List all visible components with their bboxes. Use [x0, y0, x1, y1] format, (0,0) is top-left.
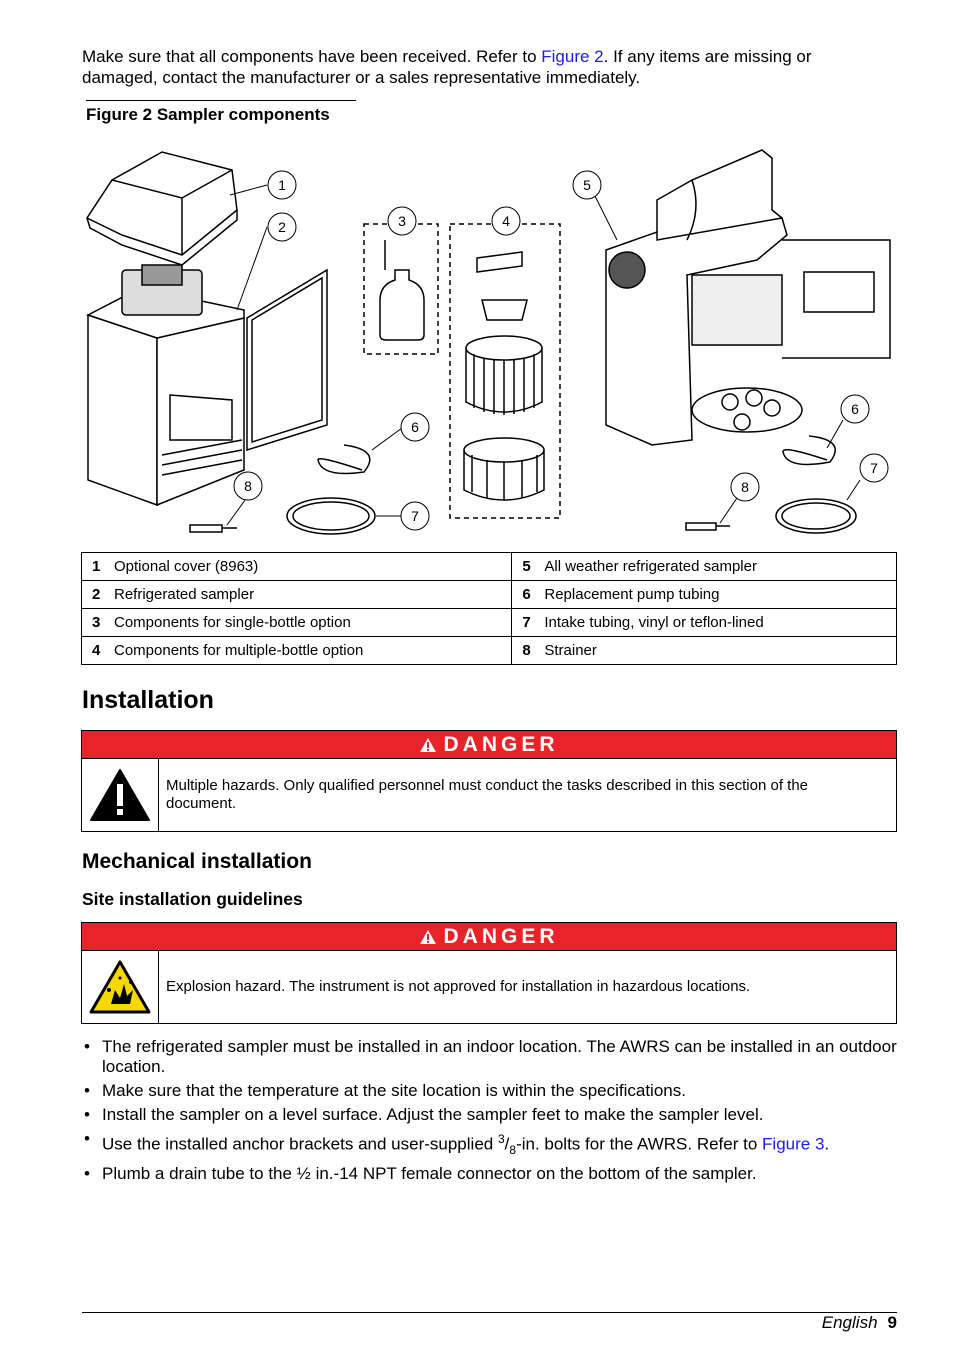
table-row: 4 Components for multiple-bottle option 8 Strainer [82, 637, 897, 665]
page-footer [822, 1313, 897, 1333]
callout-6-right [841, 395, 869, 423]
danger-header: DANGER [82, 731, 896, 759]
callout-6-left [401, 413, 429, 441]
svg-text:8: 8 [244, 478, 252, 494]
callout-7-left [401, 502, 429, 530]
list-item: • Install the sampler on a level surface. Adjust the sampler feet to make the sampler level. [82, 1105, 897, 1125]
danger-header: DANGER [82, 923, 896, 951]
multiple-bottle-drawing [450, 224, 560, 518]
footer-language: English [821, 1313, 878, 1332]
refrigerated-sampler-drawing [87, 152, 327, 505]
svg-text:3: 3 [398, 213, 406, 229]
callout-7-right [860, 454, 888, 482]
warning-triangle-icon [419, 737, 437, 753]
svg-text:7: 7 [411, 508, 419, 524]
table-row: 2 Refrigerated sampler 6 Replacement pump tubing [82, 581, 897, 609]
figure-3-link[interactable]: Figure 3 [762, 1134, 825, 1154]
danger-box-multiple-hazards [81, 730, 897, 832]
callout-1 [268, 171, 296, 199]
table-row: 3 Components for single-bottle option 7 Intake tubing, vinyl or teflon-lined [82, 609, 897, 637]
single-bottle-drawing [364, 224, 438, 354]
svg-text:6: 6 [851, 401, 859, 417]
figure-caption: Figure 2 Sampler components [86, 100, 356, 125]
figure-2-link[interactable]: Figure 2 [541, 47, 604, 66]
installation-heading: Installation [82, 686, 214, 714]
page-number: 9 [887, 1313, 897, 1332]
svg-text:1: 1 [278, 177, 286, 193]
footer-rule [82, 1312, 897, 1313]
danger-text: Multiple hazards. Only qualified personnel must conduct the tasks described in this section of the document. [166, 777, 809, 812]
callout-8-left [234, 472, 262, 500]
intro-paragraph: Make sure that all components have been received. Refer to Figure 2. If any items are missing or damaged, contact the manufacturer or a sales representative immediately. [82, 47, 812, 87]
svg-text:6: 6 [411, 419, 419, 435]
list-item: • Make sure that the temperature at the site location is within the specifications. [82, 1081, 897, 1101]
callout-3 [388, 207, 416, 235]
site-installation-heading: Site installation guidelines [82, 889, 303, 909]
sampler-components-illustration [82, 140, 898, 540]
svg-text:2: 2 [278, 219, 286, 235]
svg-text:7: 7 [870, 460, 878, 476]
callout-8-right [731, 473, 759, 501]
list-item: • The refrigerated sampler must be installed in an indoor location. The AWRS can be installed in an outdoor location. [82, 1037, 897, 1077]
danger-box-explosion [81, 922, 897, 1024]
callout-5 [573, 171, 601, 199]
svg-text:4: 4 [502, 213, 510, 229]
callout-2 [268, 213, 296, 241]
list-item: • Plumb a drain tube to the ½ in.-14 NPT female connector on the bottom of the sampler. [82, 1164, 897, 1184]
mechanical-installation-heading: Mechanical installation [82, 850, 312, 873]
site-guidelines-list [82, 1037, 897, 1188]
svg-text:5: 5 [583, 177, 591, 193]
warning-exclamation-icon [89, 768, 151, 822]
table-row: 1 Optional cover (8963) 5 All weather refrigerated sampler [82, 553, 897, 581]
callout-4 [492, 207, 520, 235]
explosion-hazard-icon [89, 960, 151, 1014]
svg-text:8: 8 [741, 479, 749, 495]
warning-triangle-icon [419, 929, 437, 945]
list-item: • Use the installed anchor brackets and user-supplied $^3/_8-in$. bolts for the AWRS. Refer to Figure 3. [82, 1129, 897, 1160]
danger-text: Explosion hazard. The instrument is not approved for installation in hazardous locations. [166, 978, 751, 995]
figure-legend-table [81, 552, 897, 665]
